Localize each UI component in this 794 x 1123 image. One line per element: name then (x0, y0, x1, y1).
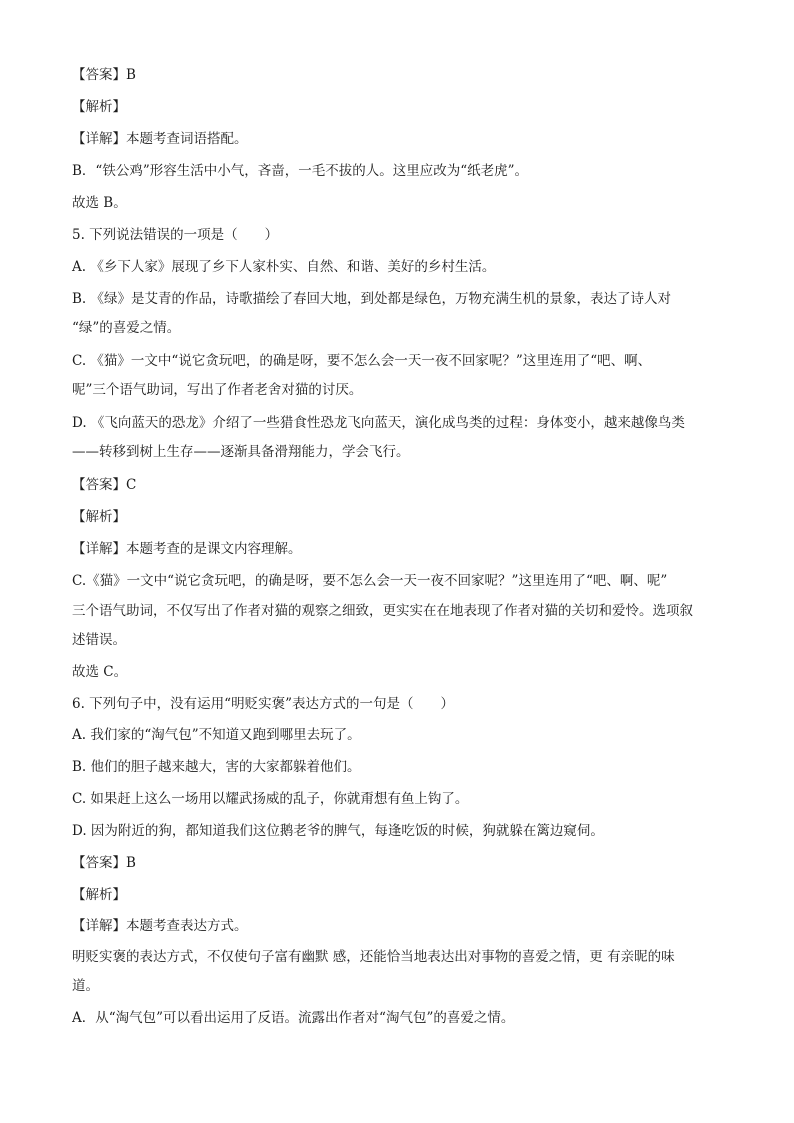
option-b: B. 他们的胆子越来越大，害的大家都躲着他们。 (72, 759, 361, 775)
paragraph-line: A．从“淘气包”可以看出运用了反语。流露出作者对“淘气包”的喜爱之情。 (72, 1010, 515, 1026)
option-c: C. 如果赶上这么一场用以耀武扬威的乱子，你就甭想有鱼上钩了。 (72, 791, 469, 807)
detail-line: 【详解】本题考查词语搭配。 (72, 131, 248, 147)
option-b: B. 《绿》是艾青的作品，诗歌描绘了春回大地，到处都是绿色，万物充满生机的景象，表达了诗人对 (72, 291, 672, 307)
question-6-title: 6. 下列句子中，没有运用“明贬实褒”表达方式的一句是（ ） (72, 696, 454, 712)
conclusion-line: 故选 B。 (72, 195, 127, 211)
conclusion-line: 故选 C。 (72, 664, 128, 680)
paragraph-line: 述错误。 (72, 632, 126, 648)
option-b-cont: “绿”的喜爱之情。 (72, 320, 181, 336)
paragraph-line: 三个语气助词，不仅写出了作者对猫的观察之细致，更实实在在地表现了作者对猫的关切和爱怜。选项叙 (72, 603, 693, 619)
option-d-cont: ——转移到树上生存——逐渐具备滑翔能力，学会飞行。 (72, 444, 410, 460)
paragraph-line: C.《猫》一文中“说它贪玩吧，的确是呀，要不怎么会一天一夜不回家呢？”这里连用了“吧、啊、呢” (72, 573, 668, 589)
option-c-cont: 呢”三个语气助词，写出了作者老舍对猫的讨厌。 (72, 382, 363, 398)
question-5-title: 5. 下列说法错误的一项是（ ） (72, 227, 279, 243)
answer-label: 【答案】B (72, 855, 136, 871)
detail-line: 【详解】本题考查的是课文内容理解。 (72, 541, 302, 557)
paragraph-line: 道。 (72, 978, 99, 994)
analysis-label: 【解析】 (72, 509, 126, 525)
option-a: A. 我们家的“淘气包”不知道又跑到哪里去玩了。 (72, 727, 361, 743)
analysis-label: 【解析】 (72, 887, 126, 903)
paragraph-line: B．“铁公鸡”形容生活中小气，吝啬，一毛不拔的人。这里应改为“纸老虎”。 (72, 163, 529, 179)
answer-label: 【答案】C (72, 477, 137, 493)
paragraph-line: 明贬实褒的表达方式，不仅使句子富有幽默 感，还能恰当地表达出对事物的喜爱之情，更 有亲昵的味 (72, 949, 675, 965)
answer-label: 【答案】B (72, 67, 136, 83)
option-d: D. 因为附近的狗，都知道我们这位鹅老爷的脾气，每逢吃饭的时候，狗就躲在篱边窥伺。 (72, 823, 604, 839)
option-c: C. 《猫》一文中“说它贪玩吧，的确是呀，要不怎么会一天一夜不回家呢？”这里连用了“吧、啊、 (72, 353, 652, 369)
option-a: A. 《乡下人家》展现了乡下人家朴实、自然、和谐、美好的乡村生活。 (72, 259, 496, 275)
analysis-label: 【解析】 (72, 99, 126, 115)
detail-line: 【详解】本题考查表达方式。 (72, 918, 248, 934)
option-d: D. 《飞向蓝天的恐龙》介绍了一些猎食性恐龙飞向蓝天，演化成鸟类的过程：身体变小，越来越像鸟类 (72, 415, 685, 431)
